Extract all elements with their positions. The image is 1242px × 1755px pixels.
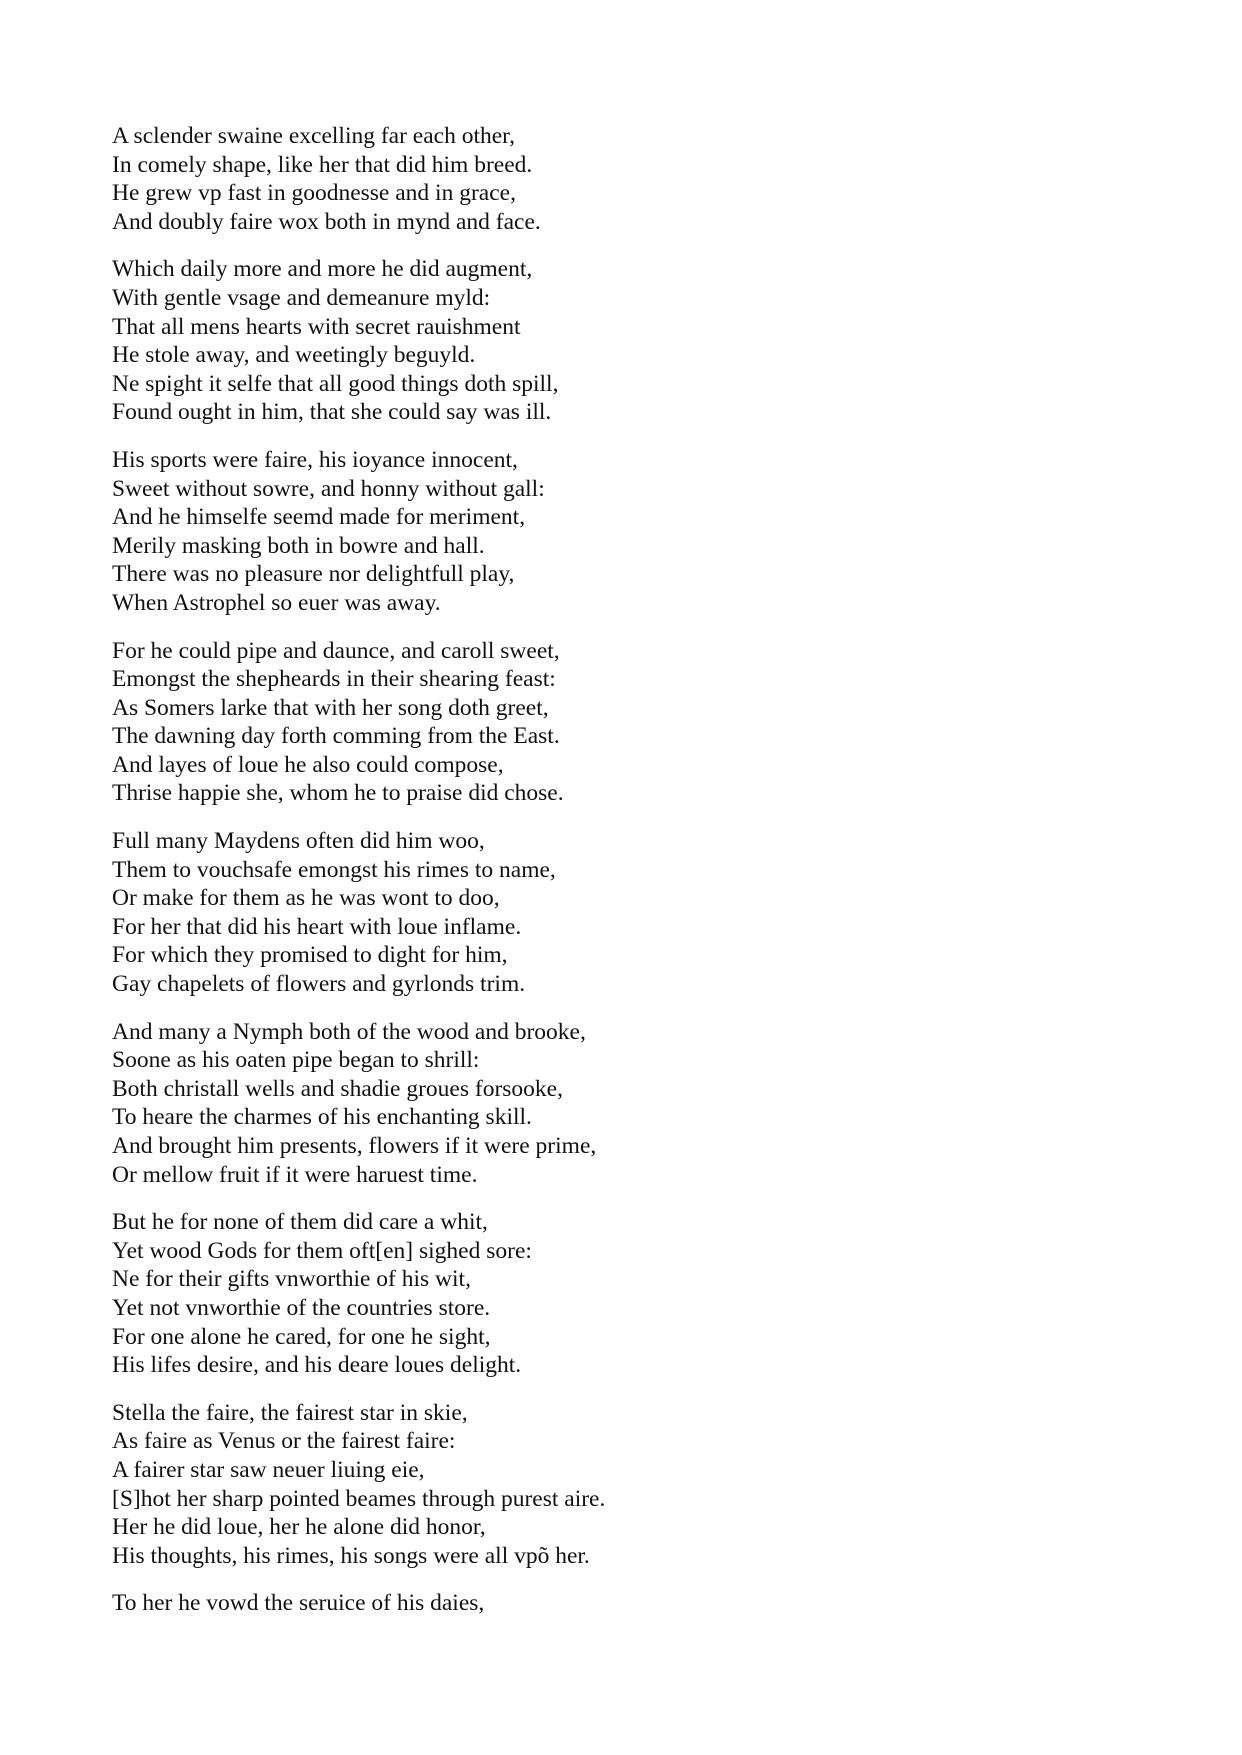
verse-line: There was no pleasure nor delightfull play, xyxy=(112,561,515,588)
poem-text xyxy=(112,122,1192,1637)
verse-line: Stella the faire, the fairest star in skie, xyxy=(112,1399,468,1426)
stanza-3 xyxy=(112,446,1192,618)
verse-line: With gentle vsage and demeanure myld: xyxy=(112,284,491,311)
verse-line: He grew vp fast in goodnesse and in grace, xyxy=(112,180,516,207)
verse-line: To her he vowd the seruice of his daies, xyxy=(112,1590,485,1617)
verse-line: For he could pipe and daunce, and caroll sweet, xyxy=(112,637,560,664)
verse-line: That all mens hearts with secret rauishment xyxy=(112,313,521,340)
verse-line: To heare the charmes of his enchanting skill. xyxy=(112,1104,532,1131)
verse-line: Both christall wells and shadie groues forsooke, xyxy=(112,1075,563,1102)
verse-line: His sports were faire, his ioyance innocent, xyxy=(112,446,518,473)
verse-line: The dawning day forth comming from the East. xyxy=(112,723,560,750)
stanza-6 xyxy=(112,1018,1192,1190)
verse-line: As Somers larke that with her song doth greet, xyxy=(112,694,549,721)
verse-line: As faire as Venus or the fairest faire: xyxy=(112,1428,456,1455)
verse-line: Yet not vnworthie of the countries store. xyxy=(112,1294,491,1321)
verse-line: His thoughts, his rimes, his songs were all vpõ her. xyxy=(112,1542,590,1569)
verse-line: Yet wood Gods for them oft[en] sighed sore: xyxy=(112,1237,532,1264)
stanza-1 xyxy=(112,122,1192,236)
verse-line: Them to vouchsafe emongst his rimes to name, xyxy=(112,856,556,883)
verse-line: Or make for them as he was wont to doo, xyxy=(112,885,500,912)
verse-line: Her he did loue, her he alone did honor, xyxy=(112,1514,486,1541)
verse-line: And doubly faire wox both in mynd and face. xyxy=(112,208,541,235)
stanza-5 xyxy=(112,827,1192,999)
verse-line: Sweet without sowre, and honny without gall: xyxy=(112,475,545,502)
verse-line: Found ought in him, that she could say was ill. xyxy=(112,399,552,426)
verse-line: And brought him presents, flowers if it were prime, xyxy=(112,1133,597,1159)
verse-line: But he for none of them did care a whit, xyxy=(112,1209,488,1236)
verse-line: And he himselfe seemd made for meriment, xyxy=(112,504,526,531)
verse-line: Full many Maydens often did him woo, xyxy=(112,828,485,855)
verse-line: For which they promised to dight for him, xyxy=(112,942,508,969)
stanza-8 xyxy=(112,1399,1192,1571)
verse-line: When Astrophel so euer was away. xyxy=(112,589,441,616)
verse-line: A fairer star saw neuer liuing eie, xyxy=(112,1456,425,1483)
verse-line: Or mellow fruit if it were haruest time. xyxy=(112,1161,478,1188)
stanza-2 xyxy=(112,255,1192,427)
verse-line: Thrise happie she, whom he to praise did chose. xyxy=(112,780,564,807)
verse-line: Soone as his oaten pipe began to shrill: xyxy=(112,1047,480,1074)
verse-line: He stole away, and weetingly beguyld. xyxy=(112,342,476,369)
verse-line: [S]hot her sharp pointed beames through purest aire. xyxy=(112,1485,606,1512)
verse-line: Ne spight it selfe that all good things doth spill, xyxy=(112,370,559,397)
stanza-4 xyxy=(112,637,1192,809)
verse-line: A sclender swaine excelling far each other, xyxy=(112,123,515,149)
verse-line: Gay chapelets of flowers and gyrlonds trim. xyxy=(112,971,526,998)
verse-line: Merily masking both in bowre and hall. xyxy=(112,532,485,559)
verse-line: Which daily more and more he did augment, xyxy=(112,256,533,283)
verse-line: Emongst the shepheards in their shearing feast: xyxy=(112,666,556,693)
verse-line: For her that did his heart with loue inflame. xyxy=(112,913,522,940)
verse-line: In comely shape, like her that did him breed. xyxy=(112,151,533,178)
stanza-9 xyxy=(112,1589,1192,1618)
stanza-7 xyxy=(112,1208,1192,1380)
verse-line: And many a Nymph both of the wood and brooke, xyxy=(112,1018,586,1045)
verse-line: Ne for their gifts vnworthie of his wit, xyxy=(112,1266,471,1293)
verse-line: His lifes desire, and his deare loues delight. xyxy=(112,1352,522,1379)
verse-line: And layes of loue he also could compose, xyxy=(112,751,504,778)
verse-line: For one alone he cared, for one he sight, xyxy=(112,1323,491,1350)
